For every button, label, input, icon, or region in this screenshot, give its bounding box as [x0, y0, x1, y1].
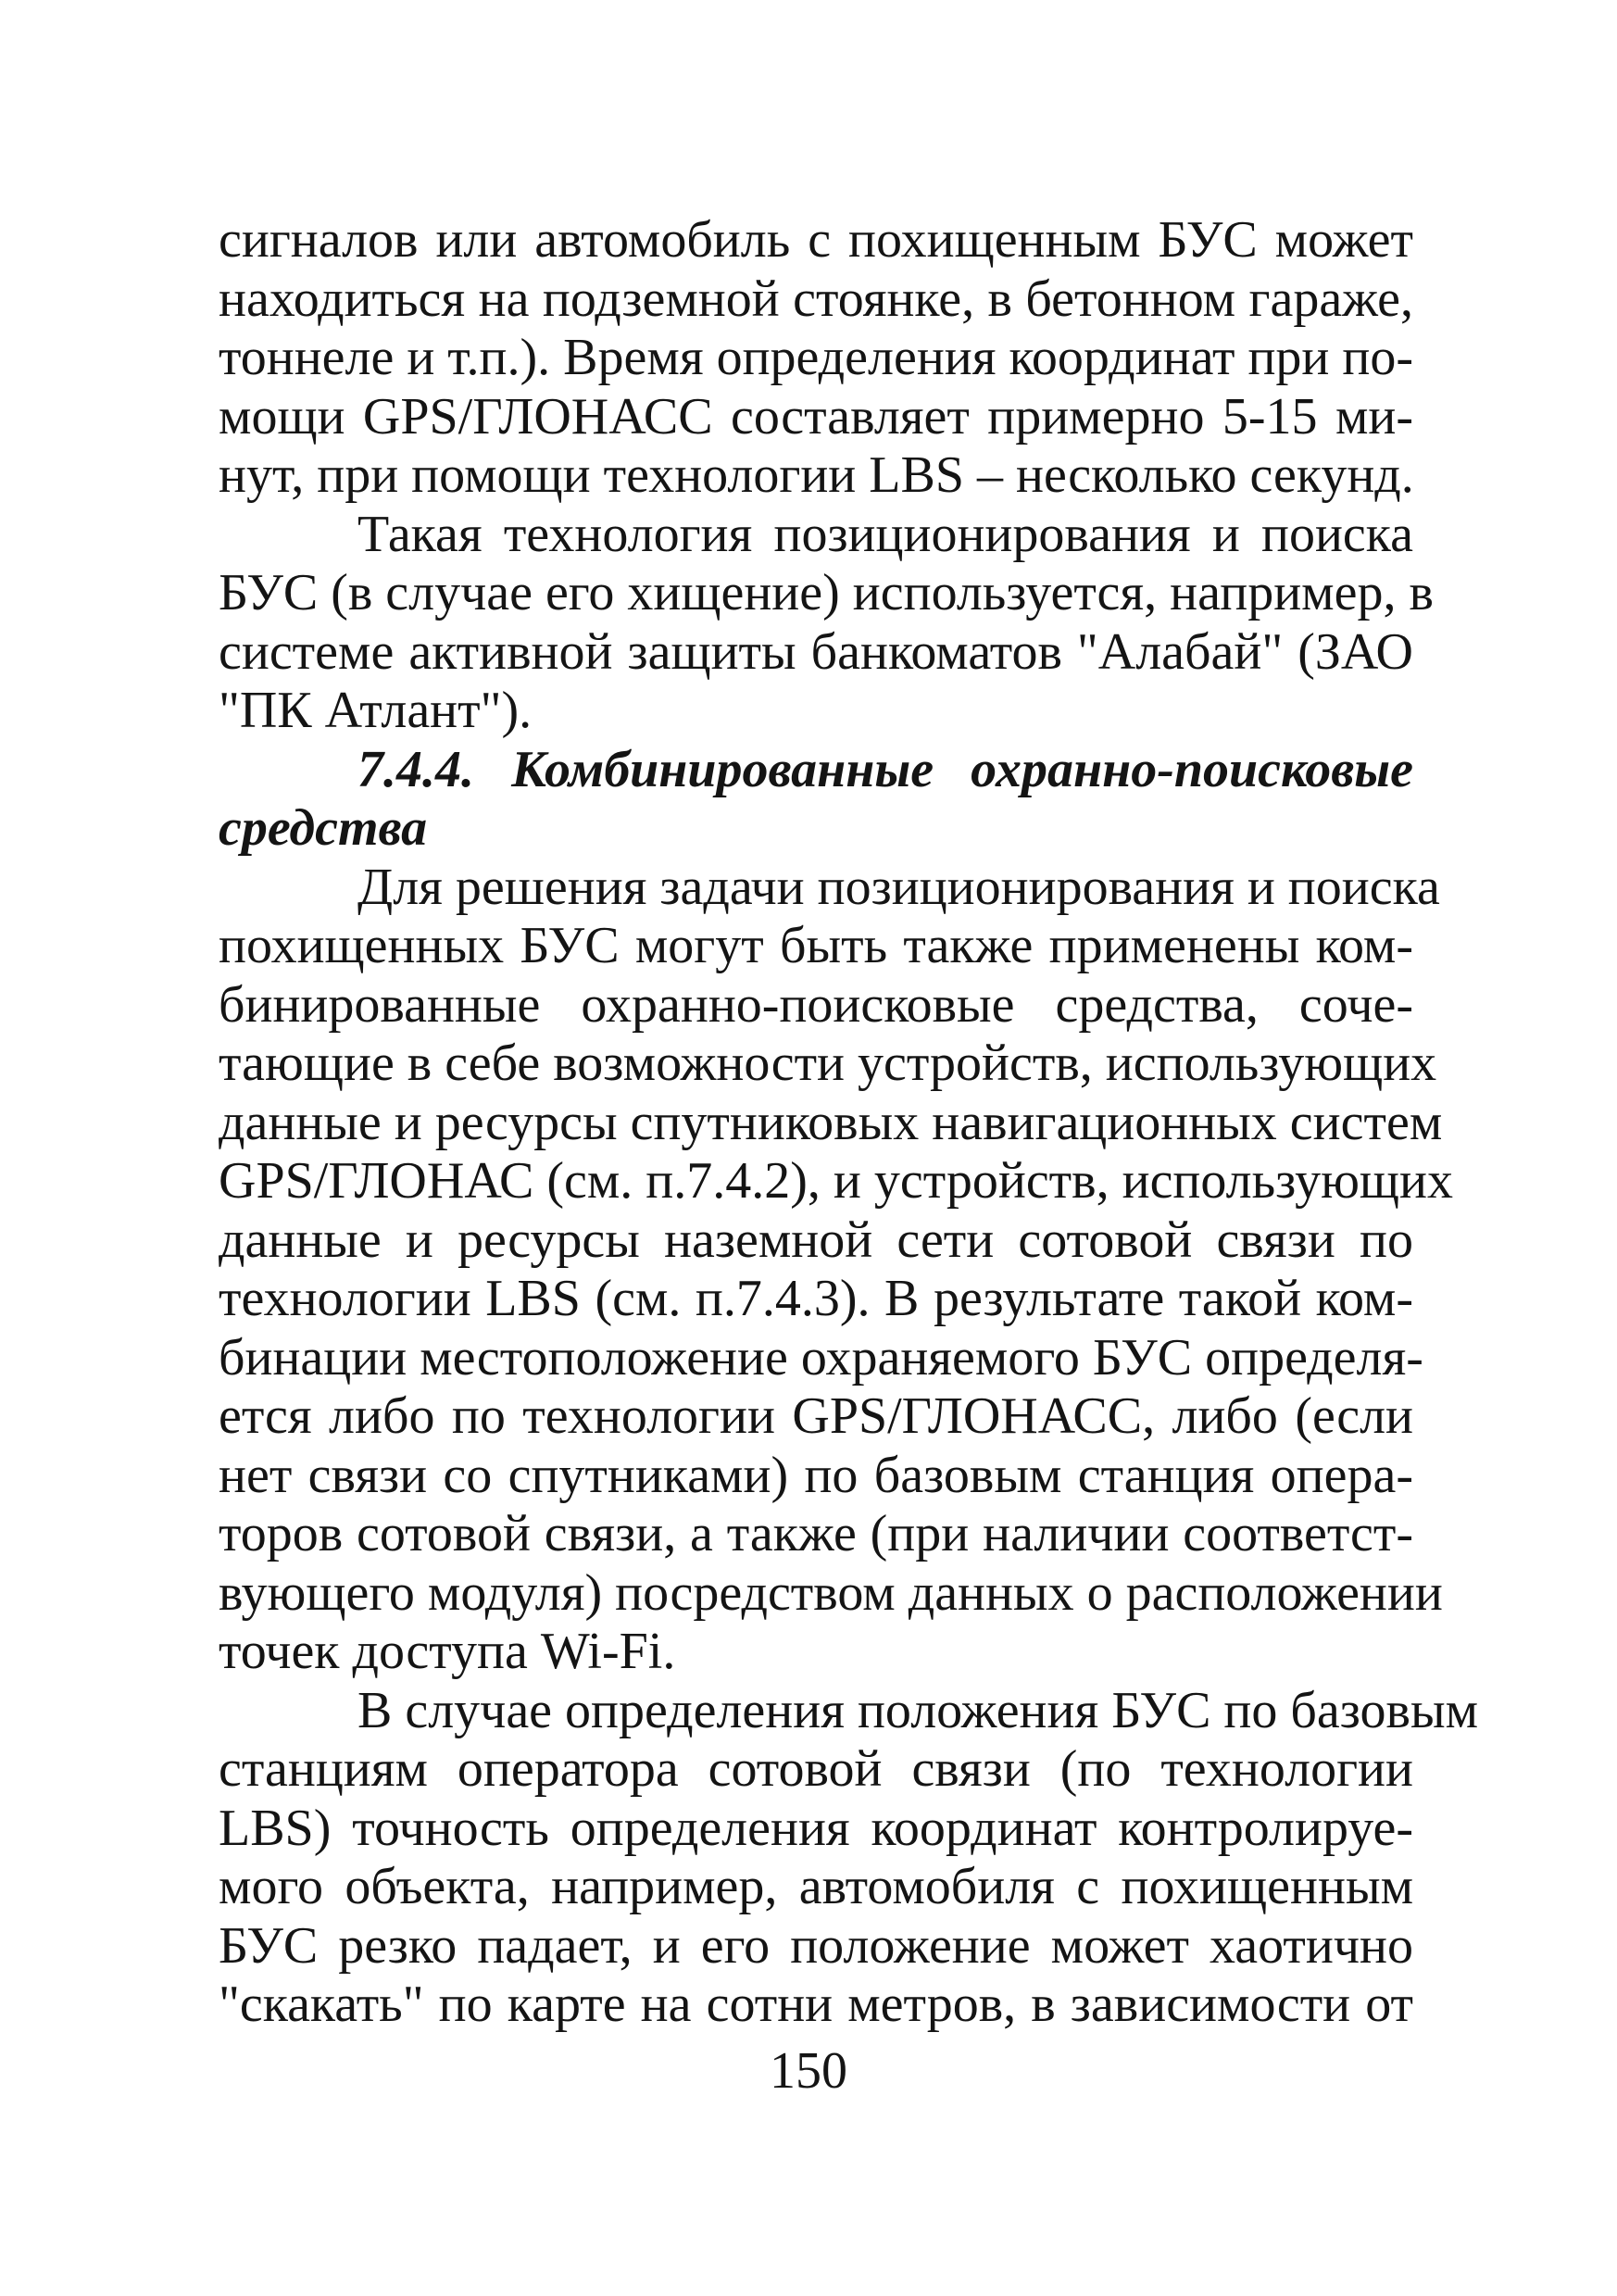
text-line: бинации местоположение охраняемого БУС определя-: [219, 1328, 1423, 1386]
text-line: находиться на подземной стоянке, в бетонном гараже,: [219, 270, 1413, 328]
paragraph-lbs-accuracy: [219, 1681, 1479, 2035]
text-line: данные и ресурсы спутниковых навигационных систем: [219, 1093, 1443, 1151]
heading-line: 7.4.4. Комбинированные охранно-поисковые: [357, 740, 1413, 798]
text-line: нут, при помощи технологии LBS – несколько секунд.: [219, 446, 1414, 504]
text-line: БУС резко падает, и его положение может хаотично: [219, 1916, 1413, 1975]
text-line: Такая технология позиционирования и поиска: [357, 505, 1413, 563]
text-line: торов сотовой связи, а также (при наличии соответст-: [219, 1505, 1413, 1562]
text-line: сигналов или автомобиль с похищенным БУС может: [219, 211, 1413, 269]
text-line: тающие в себе возможности устройств, использующих: [219, 1035, 1437, 1092]
text-line: ется либо по технологии GPS/ГЛОНАСС, либо (если: [219, 1387, 1413, 1445]
page-number: 150: [770, 2042, 847, 2100]
text-line: данные и ресурсы наземной сети сотовой связи по: [219, 1211, 1413, 1269]
text-line: технологии LBS (см. п.7.4.3). В результате такой ком-: [219, 1270, 1413, 1327]
text-line: вующего модуля) посредством данных о расположении: [219, 1563, 1443, 1622]
text-line: Для решения задачи позиционирования и поиска: [357, 858, 1440, 916]
text-line: "скакать" по карте на сотни метров, в зависимости от: [219, 1976, 1413, 2033]
text-line: мого объекта, например, автомобиля с похищенным: [219, 1858, 1413, 1915]
text-line: GPS/ГЛОНАС (см. п.7.4.2), и устройств, использующих: [219, 1152, 1454, 1210]
text-line: БУС (в случае его хищение) используется, например, в: [219, 564, 1434, 621]
text-line: "ПК Атлант").: [219, 682, 533, 739]
text-line: нет связи со спутниками) по базовым станция опера-: [219, 1446, 1413, 1504]
heading-line: средства: [219, 799, 428, 857]
paragraph-atm-protection: [219, 505, 1434, 741]
text-line: тоннеле и т.п.). Время определения координат при по-: [219, 329, 1413, 386]
text-line: системе активной защиты банкоматов "Алабай" (ЗАО: [219, 622, 1413, 681]
text-line: похищенных БУС могут быть также применены ком-: [219, 917, 1413, 974]
section-heading: [219, 741, 1413, 859]
text-line: LBS) точность определения координат контролируе-: [219, 1799, 1413, 1857]
text-line: бинированные охранно-поисковые средства, соче-: [219, 975, 1413, 1034]
page-body: [219, 211, 1479, 2035]
text-line: станциям оператора сотовой связи (по технологии: [219, 1740, 1413, 1798]
text-line: В случае определения положения БУС по базовым: [357, 1681, 1479, 1739]
text-line: точек доступа Wi-Fi.: [219, 1623, 676, 1680]
text-line: мощи GPS/ГЛОНАСС составляет примерно 5-15 ми-: [219, 387, 1413, 445]
paragraph-combined-means: [219, 858, 1454, 1682]
paragraph-continued: [219, 211, 1413, 506]
